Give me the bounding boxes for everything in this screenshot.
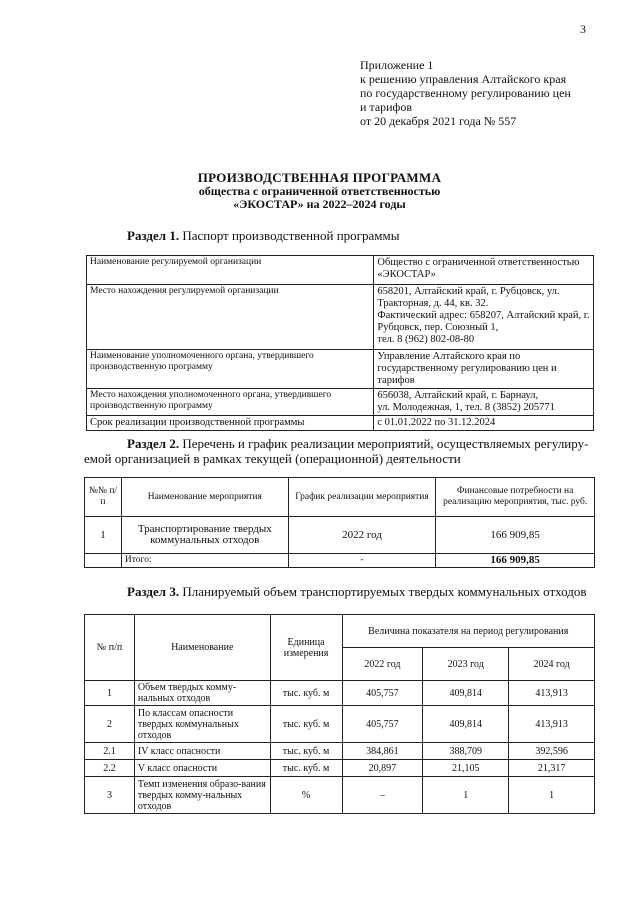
table-header-row (85, 615, 595, 648)
table-cell: 1 (85, 681, 135, 706)
table-cell: 1 (423, 777, 509, 814)
table-cell: тыс. куб. м (270, 706, 342, 743)
appendix-line: и тарифов (360, 100, 413, 114)
section-label: Раздел 3. (127, 584, 180, 599)
table-row (85, 706, 595, 743)
header-cell: № п/п (85, 615, 135, 681)
table-cell: Объем твердых комму-нальных отходов (134, 681, 270, 706)
table-cell: 405,757 (342, 681, 423, 706)
section-title: Планируемый объем транспортируемых твердых коммунальных отходов (182, 584, 587, 599)
table-row (85, 517, 595, 554)
table-row (85, 777, 595, 814)
table-cell: 20,897 (342, 760, 423, 777)
table-cell: По классам опасности твердых коммунальных отходов (134, 706, 270, 743)
table-cell: 388,709 (423, 743, 509, 760)
table-row (87, 256, 594, 285)
table-cell: 2.2 (85, 760, 135, 777)
section-label: Раздел 1. (127, 228, 180, 243)
section3-heading (127, 584, 587, 599)
table-cell: Наименование уполномоченного органа, утвердившего производственную программу (87, 350, 374, 389)
appendix-block (360, 58, 632, 128)
header-cell: 2023 год (423, 648, 509, 681)
table-row (87, 350, 594, 389)
section-title: Паспорт производственной программы (182, 228, 400, 243)
table-cell: 409,814 (423, 681, 509, 706)
passport-table (86, 255, 594, 431)
table-cell (85, 554, 122, 568)
table-cell: 384,861 (342, 743, 423, 760)
table-cell: Управление Алтайского края по государственному регулированию цен и тарифов (374, 350, 594, 389)
table-cell: Транспортирование твердых коммунальных отходов (121, 517, 288, 554)
activities-table (84, 477, 595, 568)
title-line: «ЭКОСТАР» на 2022–2024 годы (233, 197, 406, 211)
table-cell: % (270, 777, 342, 814)
title-line: ПРОИЗВОДСТВЕННАЯ ПРОГРАММА (197, 170, 442, 185)
total-value: 166 909,85 (436, 554, 595, 568)
address-line: 656038, Алтайский край, г. Барнаул, (377, 390, 539, 401)
document-title (0, 170, 639, 211)
table-cell: Срок реализации производственной программы (87, 416, 374, 431)
header-cell: Величина показателя на период регулирования (342, 615, 594, 648)
table-cell: 413,913 (509, 681, 595, 706)
table-cell: 21,317 (509, 760, 595, 777)
title-line: общества с ограниченной ответственностью (198, 184, 441, 198)
table-cell: 1 (509, 777, 595, 814)
section2-heading (84, 436, 596, 466)
table-cell: 409,814 (423, 706, 509, 743)
table-cell (374, 285, 594, 350)
table-row (85, 760, 595, 777)
appendix-line: по государственному регулированию цен (360, 86, 571, 100)
table-cell: 2.1 (85, 743, 135, 760)
table-cell: V класс опасности (134, 760, 270, 777)
table-cell: - (288, 554, 436, 568)
table-cell: Общество с ограниченной ответственностью «ЭКОСТАР» (374, 256, 594, 285)
table-cell: 166 909,85 (436, 517, 595, 554)
address-line: Фактический адрес: 658207, Алтайский край, г. Рубцовск, пер. Союзный 1, (377, 310, 590, 333)
table-cell: тыс. куб. м (270, 681, 342, 706)
table-cell: тыс. куб. м (270, 760, 342, 777)
table-cell: Место нахождения регулируемой организации (87, 285, 374, 350)
table-row (87, 285, 594, 350)
address-line: ул. Молодежная, 1, тел. 8 (3852) 205771 (377, 402, 555, 413)
section-title: емой организацией в рамках текущей (операционной) деятельности (84, 451, 461, 466)
table-cell: Темп изменения образо-вания твердых комму-нальных отходов (134, 777, 270, 814)
header-cell: 2024 год (509, 648, 595, 681)
header-cell: Финансовые потребности на реализацию мероприятия, тыс. руб. (436, 478, 595, 517)
table-cell (374, 389, 594, 416)
table-cell: 1 (85, 517, 122, 554)
table-cell: 2022 год (288, 517, 436, 554)
total-label: Итого: (121, 554, 288, 568)
section-title: Перечень и график реализации мероприятий, осуществляемых регулиру- (182, 436, 589, 451)
table-row (87, 416, 594, 431)
table-cell: 392,596 (509, 743, 595, 760)
table-cell: 3 (85, 777, 135, 814)
appendix-line: от 20 декабря 2021 года № 557 (360, 114, 517, 128)
table-cell: 21,105 (423, 760, 509, 777)
address-line: тел. 8 (962) 802-08-80 (377, 334, 475, 345)
page-number: 3 (580, 22, 586, 36)
header-cell: Единица измерения (270, 615, 342, 681)
table-cell: с 01.01.2022 по 31.12.2024 (374, 416, 594, 431)
table-cell: Место нахождения уполномоченного органа, утвердившего производственную программу (87, 389, 374, 416)
table-cell: IV класс опасности (134, 743, 270, 760)
section-label: Раздел 2. (127, 436, 180, 451)
header-cell: 2022 год (342, 648, 423, 681)
table-cell: тыс. куб. м (270, 743, 342, 760)
section1-heading (127, 228, 399, 243)
table-total-row (85, 554, 595, 568)
appendix-line: к решению управления Алтайского края (360, 72, 567, 86)
table-row (85, 743, 595, 760)
table-cell: – (342, 777, 423, 814)
header-cell: Наименование мероприятия (121, 478, 288, 517)
table-row (87, 389, 594, 416)
header-cell: №№ п/п (85, 478, 122, 517)
table-cell: 405,757 (342, 706, 423, 743)
table-header-row (85, 478, 595, 517)
address-line: 658201, Алтайский край, г. Рубцовск, ул. Тракторная, д. 44, кв. 32. (377, 286, 560, 309)
header-cell: График реализации мероприятия (288, 478, 436, 517)
appendix-line: Приложение 1 (360, 58, 434, 72)
header-cell: Наименование (134, 615, 270, 681)
table-row (85, 681, 595, 706)
table-cell: Наименование регулируемой организации (87, 256, 374, 285)
table-cell: 2 (85, 706, 135, 743)
volume-table (84, 614, 595, 814)
table-cell: 413,913 (509, 706, 595, 743)
